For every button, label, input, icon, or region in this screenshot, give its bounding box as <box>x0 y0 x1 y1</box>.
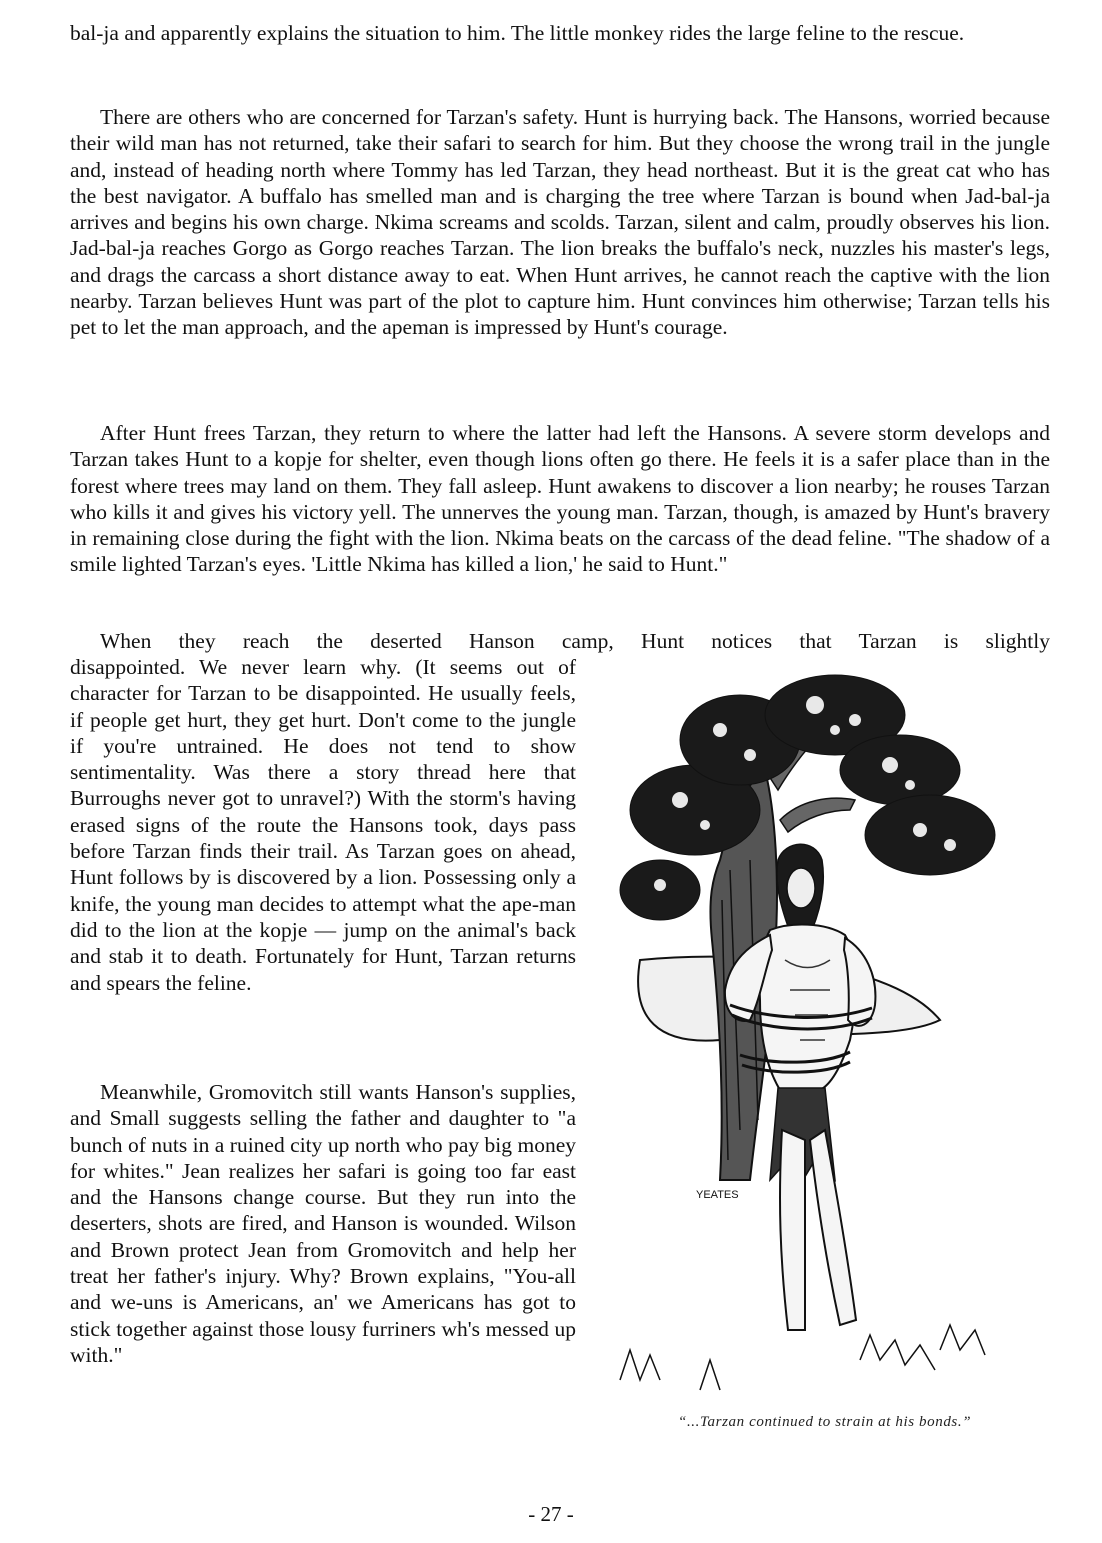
page-number: - 27 - <box>528 1502 574 1526</box>
grass <box>620 1325 985 1390</box>
paragraph-5: Meanwhile, Gromovitch still wants Hanson's supplies, and Small suggests selling the father and daughter to "a bunch of nuts in a ruined city up north who pay big money for whites." Jean realizes her safari is going too far east and the Hansons change course. But they run into the deserters, shots are fired, and Hanson is wounded. Wilson and Brown protect Jean from Gromovitch and help her treat her father's injury. Why? Brown explains, "You-all and we-uns is Americans, an' we Americans has got to stick together against those lousy furriners wh's messed up with." <box>70 1080 576 1367</box>
paragraph-2: There are others who are concerned for Tarzan's safety. Hunt is hurrying back. The Hansons, worried because their wild man has not returned, take their safari to search for him. But they choose the wrong trail in the jungle and, instead of heading north where Tommy has led Tarzan, they head northeast. But it is the great cat who has the best navigator. A buffalo has smelled man and is charging the tree where Tarzan is bound when Jad-bal-ja arrives and begins his own charge. Nkima screams and scolds. Tarzan, silent and calm, proudly observes his lion. Jad-bal-ja reaches Gorgo as Gorgo reaches Tarzan. The lion breaks the buffalo's neck, nuzzles his master's legs, and drags the carcass a short distance away to eat. When Hunt arrives, he cannot reach the captive with the lion nearby. Tarzan believes Hunt was part of the plot to capture him. Hunt convinces him otherwise; Tarzan tells his pet to let the man approach, and the apeman is impressed by Hunt's courage. <box>70 105 1050 340</box>
figure-face <box>787 868 815 908</box>
illustration-caption: “...Tarzan continued to strain at his bonds.” <box>678 1414 972 1430</box>
artist-signature: YEATES <box>696 1189 739 1201</box>
paragraph-1: bal-ja and apparently explains the situation to him. The little monkey rides the large feline to the rescue. <box>70 21 965 45</box>
paragraph-3: After Hunt frees Tarzan, they return to where the latter had left the Hansons. A severe storm develops and Tarzan takes Hunt to a kopje for shelter, even though lions often go there. He feels it is a safer place than in the forest where trees may land on them. They fall asleep. Hunt awakens to discover a lion nearby; he rouses Tarzan who kills it and gives his victory yell. The unnerves the young man. Tarzan, though, is amazed by Hunt's bravery in remaining close during the fight with the lion. Nkima beats on the carcass of the dead feline. "The shadow of a smile lighted Tarzan's eyes. 'Little Nkima has killed a lion,' he said to Hunt." <box>70 421 1050 577</box>
figure-legs <box>780 1130 856 1330</box>
paragraph-4-first-line: When they reach the deserted Hanson camp, Hunt notices that Tarzan is slightly <box>100 629 1050 653</box>
paragraph-4: disappointed. We never learn why. (It seems out of character for Tarzan to be disappointed. He usually feels, if people get hurt, they get hurt. Don't come to the jungle if you're untrained. He does not tend to show sentimentality. Was there a story thread here that Burroughs never got to unravel?) With the storm's having erased signs of the route the Hansons took, days pass before Tarzan finds their trail. As Tarzan goes on ahead, Hunt follows by is discovered by a lion. Possessing only a knife, the young man decides to attempt what the ape-man did to the lion at the kopje — jump on the animal's back and stab it to death. Fortunately for Hunt, Tarzan returns and spears the feline. <box>70 655 576 995</box>
tarzan-bound-illustration <box>600 660 1060 1400</box>
